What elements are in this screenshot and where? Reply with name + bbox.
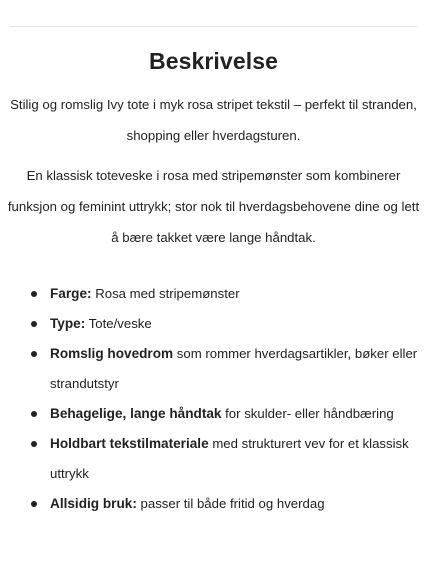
feature-item bbox=[26, 489, 423, 519]
feature-item bbox=[26, 279, 423, 309]
feature-text: Rosa med stripemønster bbox=[91, 286, 240, 301]
feature-text: passer til både fritid og hverdag bbox=[136, 496, 325, 511]
bullet-icon bbox=[31, 291, 37, 297]
feature-label: Romslig hovedrom bbox=[50, 346, 174, 361]
feature-text: for skulder- eller håndbæring bbox=[221, 406, 394, 421]
feature-label: Holdbart tekstilmateriale bbox=[50, 436, 209, 451]
feature-label: Allsidig bruk: bbox=[50, 496, 137, 511]
feature-item bbox=[26, 399, 423, 429]
description-body: En klassisk toteveske i rosa med stripemønster som kombinerer funksjon og feminint uttrykk; stor nok til hverdagsbehovene dine og lett å bære takket være lange håndtak. bbox=[7, 168, 420, 245]
feature-label: Type: bbox=[50, 316, 86, 331]
bullet-icon bbox=[31, 321, 37, 327]
feature-label: Behagelige, lange håndtak bbox=[50, 406, 222, 421]
bullet-icon bbox=[31, 501, 37, 507]
bullet-icon bbox=[31, 441, 37, 447]
feature-text: med strukturert vev for et klassisk uttrykk bbox=[50, 436, 409, 481]
bullet-icon bbox=[31, 351, 37, 357]
feature-text: som rommer hverdagsartikler, bøker eller strandutstyr bbox=[50, 346, 418, 391]
feature-text: Tote/veske bbox=[85, 316, 152, 331]
section-title: Beskrivelse bbox=[149, 48, 278, 74]
description-intro: Stilig og romslig Ivy tote i myk rosa stripet tekstil – perfekt til stranden, shopping eller hverdagsturen. bbox=[10, 97, 417, 143]
feature-item bbox=[26, 309, 423, 339]
feature-item bbox=[26, 339, 423, 399]
feature-list bbox=[26, 279, 423, 519]
feature-item bbox=[26, 429, 423, 489]
bullet-icon bbox=[31, 411, 37, 417]
feature-label: Farge: bbox=[50, 286, 92, 301]
section-divider bbox=[10, 26, 417, 27]
